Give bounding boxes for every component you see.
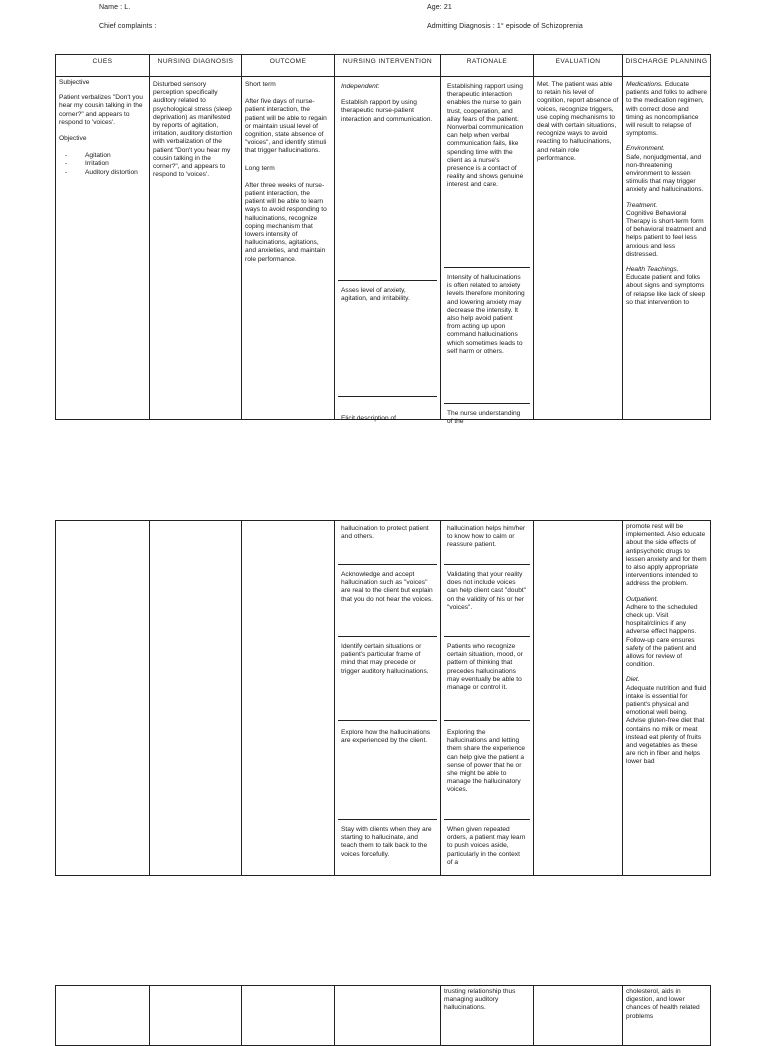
long-term-text: After three weeks of nurse-patient interaction, the patient will be able to learn ways to avoid responding to hallucinations, recognize coping mechanism that lowers intensity of hallucinations, agitations, and anxieties, and maintain role performance. [245,181,327,263]
cues-cell [56,521,150,876]
objective-item: - Auditory distortion [59,169,146,177]
discharge-label: Outpatient. [626,595,659,603]
short-term-label: Short term [245,81,276,88]
rationale-text: The nurse understanding of the [447,410,521,426]
evaluation-cell [534,77,623,420]
rationale-block [444,819,530,873]
col-header-evaluation: EVALUATION [534,55,623,77]
diagnosis-text: Disturbed sensory perception specifically auditory related to psychological stress (sleep deprivation) as manifested by reports of agitation, irritation, auditory distortion with verbalization of the patient "Don't you hear my cousin talking in the corner?", and appears to respond to 'voices'. [153,81,233,179]
intervention-text: Asses level of anxiety, agitation, and irritability. [341,287,410,303]
discharge-label: Medications. [626,81,664,88]
discharge-cell [623,986,711,1046]
rationale-block [444,523,530,564]
rationale-text: Validating that your reality does not include voices can help client cast "doubt" on the validity of his or her "voices". [447,571,527,611]
discharge-text: Educate patient and folks about signs and symptoms of relapse like lack of sleep so that intervention to [626,274,706,306]
col-header-discharge-planning: DISCHARGE PLANNING [623,55,711,77]
intervention-cell [335,521,441,876]
evaluation-text: Met. The patient was able to retain his level of cognition, report absence of voices, recognize triggers, use coping mechanisms to deal with certain situations, recognize ways to avoid reacting to hallucinations, and retain role performance. [537,81,619,162]
rationale-text: Patients who recognize certain situation, mood, or pattern of thinking that precedes hallucinations may eventually be able to manage or control it. [447,643,523,692]
intervention-text: hallucination to protect patient and others. [341,525,429,541]
subjective-label: Subjective [59,79,90,86]
discharge-label: Environment. [626,145,665,153]
admitting-diagnosis: Admitting Diagnosis : 1° episode of Schizoprenia [427,23,583,30]
rationale-text: Intensity of hallucinations is often related to anxiety levels therefore monitoring and lowering anxiety may decrease the intensity. It also help avoid patient from acting up upon command hallucinations which sometimes leads to self harm or others. [447,274,525,355]
objective-item: - Irritation [59,160,146,168]
discharge-cell [623,521,711,876]
patient-name: Name : L. [99,4,131,11]
intervention-block [338,79,437,280]
col-header-rationale: RATIONALE [441,55,534,77]
care-plan-table-page-3 [55,985,711,1046]
intervention-text: Stay with clients when they are starting to hallucinate, and teach them to talk back to the voices forcefully. [341,826,432,858]
discharge-text: promote rest will be implemented. Also educate about the side effects of antipsychotic drugs to lessen anxiety and for them to also apply appropriate interventions intended to address the problem. [626,523,707,588]
intervention-block [338,636,437,720]
patient-age: Age: 21 [427,4,452,11]
diagnosis-cell [150,521,242,876]
care-plan-table-page-1 [55,54,711,426]
care-plan-table-page-2 [55,520,711,876]
intervention-block [338,280,437,396]
intervention-block [338,523,437,564]
intervention-text: Explore how the hallucinations are experienced by the client. [341,729,431,745]
intervention-block [338,720,437,819]
evaluation-cell [534,986,623,1046]
rationale-cell [441,77,534,426]
discharge-text: Cognitive Behavioral Therapy is short-term form of behavioral treatment and helps patient to feel less anxious and less distressed. [626,209,707,258]
discharge-text: Adhere to the scheduled check up. Visit hospital/clinics if any adverse effect happens. Follow-up care ensures safety of the patient and allows for review of condition. [626,603,698,669]
rationale-block [444,636,530,720]
rationale-block [444,720,530,819]
intervention-text: Acknowledge and accept hallucination such as "voices" are real to the client but explain that you do not hear the voices. [341,571,434,603]
discharge-text: Safe, nonjudgmental, and non-threatening environment to lessen stimulis that may trigger anxiety and hallucinations. [626,153,704,194]
discharge-label: Health Teachings. [626,266,679,274]
intervention-cell [335,986,441,1046]
discharge-text: Adequate nutrition and fluid intake is essential for patient's physical and emotional well being. Advise gluten-free diet that contains no milk or meat instead eat plenty of fruits and vegetables as these are rich in fiber and helps lower bad [626,684,707,766]
outcome-cell [242,77,335,420]
intervention-text: Elicit description of [341,415,396,422]
cues-cell [56,986,150,1046]
intervention-text: Establish rapport by using therapeutic nurse-patient interaction and communication. [341,99,433,123]
independent-label: Independent: [341,83,380,90]
rationale-cell [441,521,534,876]
intervention-text: Identify certain situations or patient's particular frame of mind that may precede or trigger auditory hallucinations. [341,643,429,675]
evaluation-cell [534,521,623,876]
discharge-cell [623,77,711,420]
rationale-text: trusting relationship thus managing auditory hallucinations. [444,988,516,1012]
rationale-block [444,564,530,636]
rationale-text: hallucination helps him/her to know how to calm or reassure patient. [447,525,526,549]
col-header-cues: CUES [56,55,150,77]
col-header-nursing-intervention: NURSING INTERVENTION [335,55,441,77]
rationale-text: Establishing rapport using therapeutic interaction enables the nurse to gain trust, cooperation, and allay fears of the patient. Nonverbal communication can help when verbal communication fails, like spending time with the client as a nurse's presence is a contact of reality and shows genuine interest and care. [447,83,524,189]
rationale-text: When given repeated orders, a patient may learn to push voices aside, particularly in the context of a [447,826,526,866]
discharge-text: Educate patients and folks to adhere to the medication regimen, with correct dose and timing as noncompliance will result to relapse of symptoms. [626,81,708,138]
short-term-text: After five days of nurse-patient interaction, the patient will be able to regain or maintain usual level of cognition, state absence of "voices", and identify stimuli that trigger hallucinations. [245,98,327,155]
long-term-label: Long term [245,164,275,172]
rationale-block [444,403,530,426]
discharge-label: Treatment. [626,201,658,209]
cues-cell [56,77,150,420]
chief-complaints: Chief complaints : [99,23,157,30]
rationale-block [444,79,530,267]
col-header-outcome: OUTCOME [242,55,335,77]
intervention-block [338,564,437,636]
outcome-cell [242,521,335,876]
rationale-cell [441,986,534,1046]
discharge-text: cholesterol, aids in digestion, and lower chances of health related problems [626,988,700,1020]
diagnosis-cell [150,77,242,420]
objective-item: - Agitation [59,152,146,160]
objective-list [59,152,146,177]
intervention-cell [335,77,441,420]
intervention-block [338,819,437,873]
objective-label: Objective [59,135,87,143]
rationale-block [444,267,530,403]
col-header-nursing-diagnosis: NURSING DIAGNOSIS [150,55,242,77]
rationale-text: Exploring the hallucinations and letting them share the experience can help give the patient a sense of power that he or she might be able to manage the hallucinatory voices. [447,729,526,794]
outcome-cell [242,986,335,1046]
diagnosis-cell [150,986,242,1046]
subjective-text: Patient verbalizes "Don't you hear my cousin talking in the corner?" and appears to respond to 'voices'. [59,94,143,126]
intervention-block [338,396,437,422]
discharge-label: Diet. [626,676,640,684]
